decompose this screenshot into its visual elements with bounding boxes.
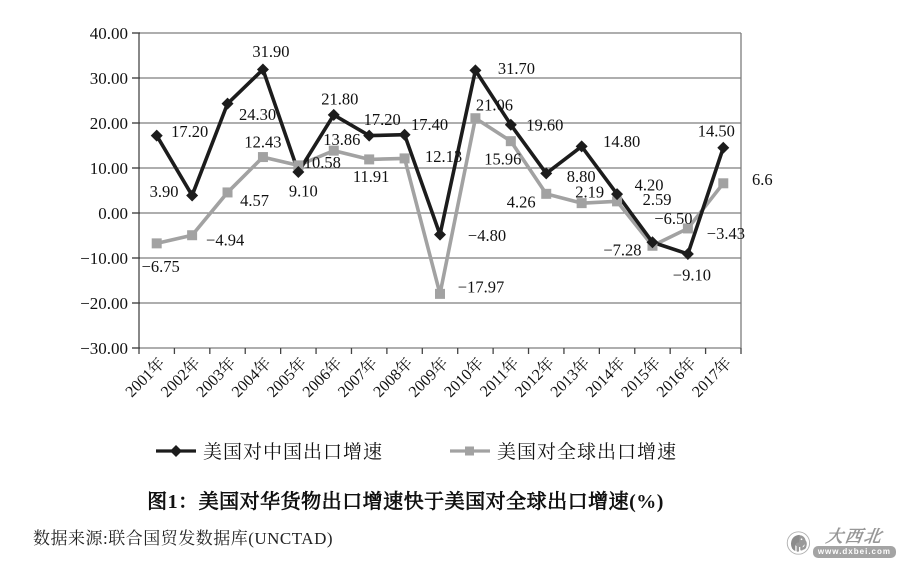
svg-text:4.26: 4.26	[506, 192, 536, 212]
svg-text:2.59: 2.59	[642, 189, 672, 209]
svg-text:2005年: 2005年	[264, 354, 311, 401]
svg-text:8.80: 8.80	[566, 166, 596, 186]
svg-text:12.43: 12.43	[244, 132, 282, 152]
svg-text:13.86: 13.86	[323, 130, 361, 150]
svg-text:21.06: 21.06	[475, 95, 513, 115]
x-axis-labels	[121, 353, 735, 400]
svg-text:2008年: 2008年	[370, 354, 417, 401]
svg-text:10.00: 10.00	[89, 159, 128, 178]
svg-text:2007年: 2007年	[335, 354, 382, 401]
watermark-url: www.dxbei.com	[813, 546, 896, 558]
svg-text:31.70: 31.70	[497, 58, 535, 78]
svg-text:2010年: 2010年	[441, 354, 488, 401]
svg-text:40.00: 40.00	[89, 24, 128, 43]
svg-text:14.50: 14.50	[697, 121, 735, 141]
diamond-line-marker-icon	[155, 444, 197, 458]
watermark-brand: 大西北	[824, 526, 885, 546]
svg-text:14.80: 14.80	[603, 131, 641, 151]
svg-text:2001年: 2001年	[122, 354, 169, 401]
svg-text:4.20: 4.20	[634, 175, 664, 195]
svg-text:31.90: 31.90	[252, 41, 290, 61]
svg-text:21.80: 21.80	[321, 89, 359, 109]
svg-text:9.10: 9.10	[288, 181, 318, 201]
svg-text:17.20: 17.20	[363, 110, 401, 130]
svg-text:2006年: 2006年	[299, 354, 346, 401]
svg-text:24.30: 24.30	[238, 105, 277, 125]
svg-text:6.6: 6.6	[751, 169, 773, 189]
x-axis-ticks	[139, 348, 741, 354]
svg-text:17.20: 17.20	[171, 122, 209, 142]
svg-text:2013年: 2013年	[547, 354, 594, 401]
chart-legend	[115, 437, 717, 464]
svg-text:−4.80: −4.80	[467, 226, 507, 246]
svg-text:20.00: 20.00	[89, 114, 128, 133]
svg-text:2012年: 2012年	[512, 354, 559, 401]
svg-text:−7.28: −7.28	[603, 240, 642, 260]
svg-text:17.40: 17.40	[411, 115, 449, 135]
legend-label-us-china: 美国对中国出口增速	[202, 442, 383, 463]
watermark	[786, 523, 896, 563]
svg-text:−17.97: −17.97	[457, 277, 505, 297]
svg-text:11.91: 11.91	[352, 166, 390, 186]
square-line-marker-icon	[449, 444, 491, 458]
svg-text:10.58: 10.58	[303, 152, 341, 172]
svg-text:−4.94: −4.94	[206, 230, 245, 250]
elephant-icon	[786, 523, 811, 563]
legend-label-us-global: 美国对全球出口增速	[497, 442, 678, 463]
svg-text:−6.75: −6.75	[141, 256, 180, 276]
svg-text:2003年: 2003年	[193, 354, 240, 401]
svg-text:2014年: 2014年	[582, 354, 629, 401]
svg-text:−20.00: −20.00	[80, 294, 128, 313]
svg-text:2015年: 2015年	[618, 354, 665, 401]
figure-title: 图1：美国对华货物出口增速快于美国对全球出口增速(%)	[147, 491, 664, 513]
svg-text:15.96: 15.96	[484, 149, 522, 169]
svg-text:19.60: 19.60	[526, 115, 564, 135]
data-source-note: 数据来源:联合国贸发数据库(UNCTAD)	[33, 529, 334, 548]
legend-item-us-global	[449, 437, 677, 464]
svg-text:4.57: 4.57	[240, 190, 269, 210]
svg-text:3.90: 3.90	[149, 181, 179, 201]
svg-text:−6.50: −6.50	[654, 208, 693, 228]
svg-text:−10.00: −10.00	[80, 249, 128, 268]
legend-item-us-china	[155, 437, 383, 464]
svg-text:2.19: 2.19	[575, 182, 605, 202]
svg-text:0.00: 0.00	[98, 204, 128, 223]
svg-text:12.13: 12.13	[425, 146, 463, 166]
svg-text:2002年: 2002年	[157, 354, 204, 401]
svg-text:30.00: 30.00	[89, 69, 128, 88]
svg-text:−30.00: −30.00	[80, 339, 128, 358]
svg-text:2016年: 2016年	[653, 354, 700, 401]
svg-text:−9.10: −9.10	[672, 265, 711, 285]
svg-text:2004年: 2004年	[228, 354, 275, 401]
svg-text:2009年: 2009年	[405, 354, 452, 401]
svg-text:2011年: 2011年	[477, 354, 523, 401]
svg-text:2017年: 2017年	[689, 354, 736, 401]
y-axis-labels	[80, 24, 128, 358]
svg-text:−3.43: −3.43	[706, 223, 745, 243]
